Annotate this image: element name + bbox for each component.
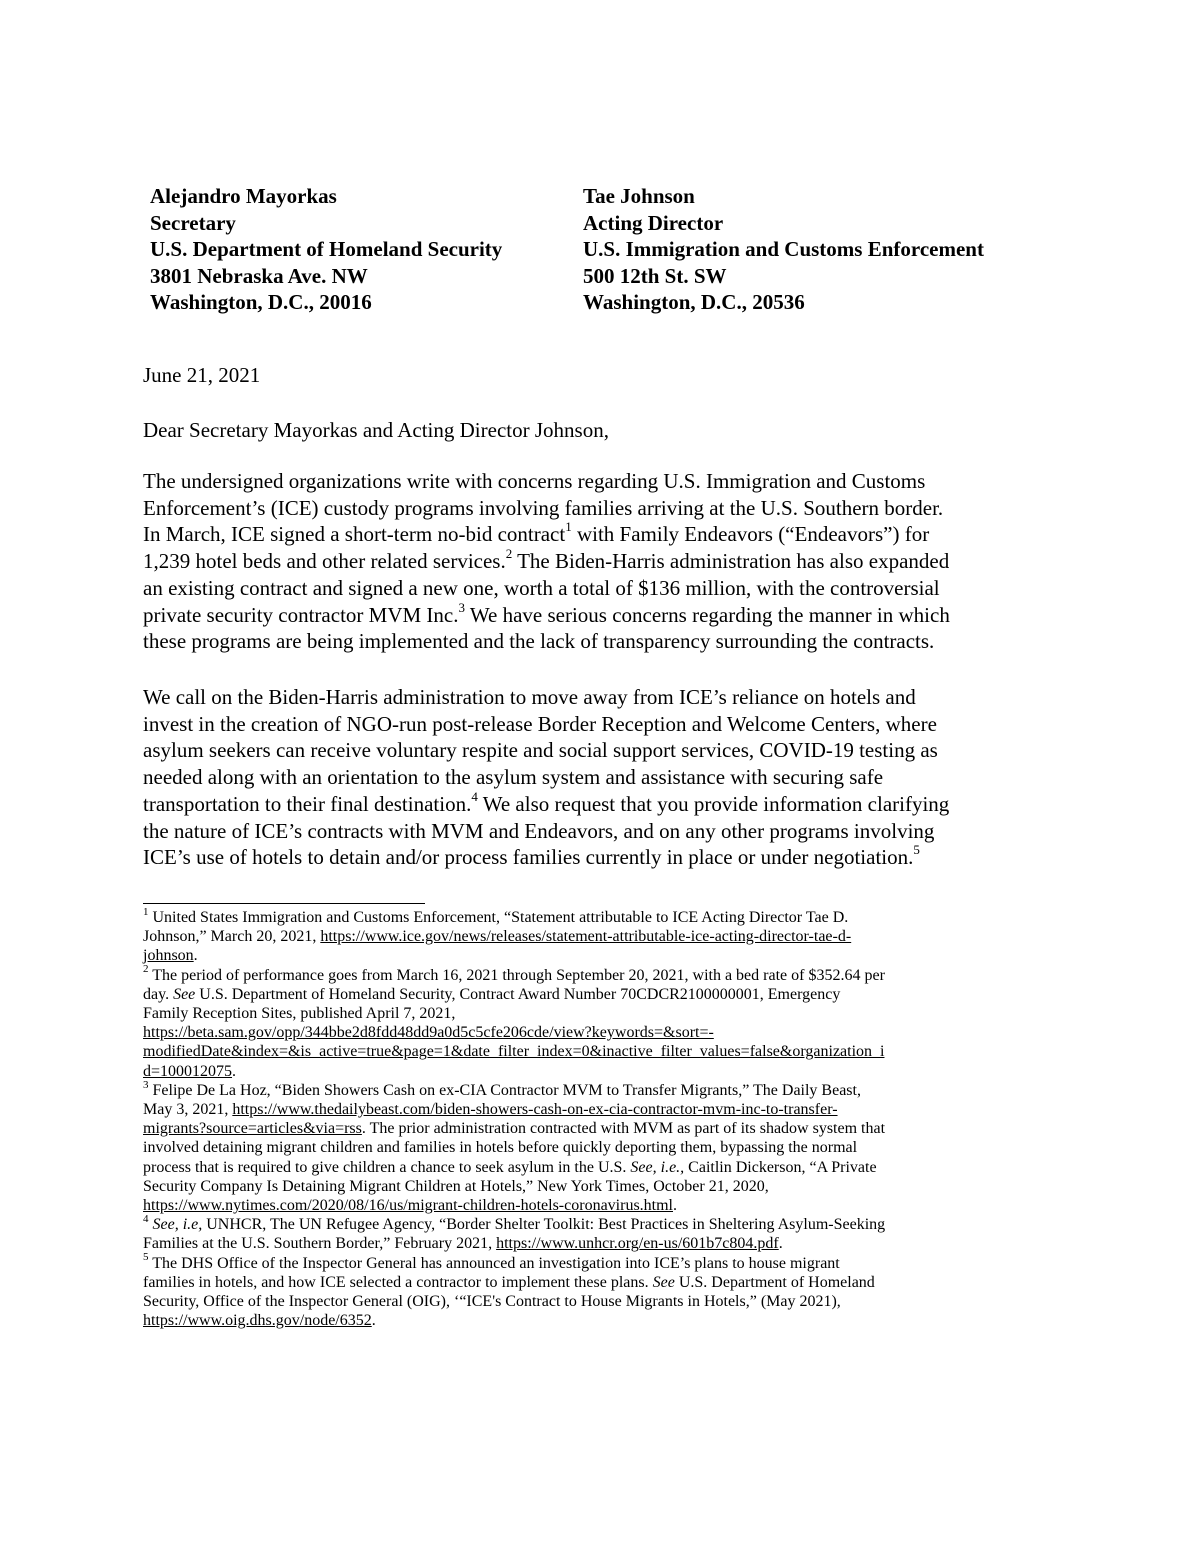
footnote-link[interactable]: migrants?source=articles&via=rss [143, 1120, 362, 1138]
footnote-line [143, 1177, 1063, 1196]
text-span: private security contractor MVM Inc. [143, 602, 459, 627]
footnote-line [143, 1138, 1063, 1157]
recipient-name: Alejandro Mayorkas [150, 184, 337, 208]
text-span: Security Company Is Detaining Migrant Children at Hotels,” New York Times, October 21, 2020, [143, 1177, 769, 1195]
text-span: In March, ICE signed a short-term no-bid contract [143, 522, 566, 547]
text-line [143, 628, 1063, 655]
text-span: an existing contract and signed a new one, worth a total of $136 million, with the controversial [143, 575, 940, 600]
text-span: needed along with an orientation to the asylum system and assistance with securing safe [143, 765, 884, 790]
footnote-line [143, 946, 1063, 965]
text-line [143, 684, 1063, 711]
footnote-link[interactable]: johnson [143, 947, 194, 965]
footnote-line [143, 1196, 1063, 1215]
footnote-link[interactable]: https://beta.sam.gov/opp/344bbe2d8fdd48dd9a0d5c5cfe206cde/view?keywords=&sort=- [143, 1024, 714, 1042]
text-span: We also request that you provide information clarifying [477, 791, 950, 816]
recipient-city: Washington, D.C., 20016 [150, 290, 372, 314]
text-span: . The prior administration contracted with MVM as part of its shadow system that [361, 1120, 886, 1138]
text-line [143, 818, 1063, 845]
text-span: invest in the creation of NGO-run post-release Border Reception and Welcome Centers, where [143, 711, 937, 736]
text-span: Caitlin Dickerson, “A Private [684, 1158, 877, 1176]
text-span: We have serious concerns regarding the manner in which [464, 602, 950, 627]
text-span: involved detaining migrant children and families in hotels before quickly deporting them, bypassing the normal [143, 1139, 858, 1157]
text-line [143, 548, 1063, 575]
footnote-ref[interactable]: 4 [471, 788, 478, 804]
footnote-ref[interactable]: 1 [565, 519, 572, 535]
text-span: with Family Endeavors (“Endeavors”) for [571, 522, 930, 547]
text-span: families in hotels, and how ICE selected a contractor to implement these plans. [143, 1273, 653, 1291]
footnote-line [143, 1234, 1063, 1253]
text-span: . [193, 947, 198, 965]
citation-signal: See, i.e, [152, 1216, 203, 1234]
recipient-address-dhs [150, 183, 502, 316]
footnote-line [143, 1273, 1063, 1292]
text-span: . [778, 1235, 783, 1253]
footnote-ref[interactable]: 5 [913, 842, 920, 858]
footnote-number: 2 [143, 963, 149, 976]
footnote-separator [143, 903, 425, 904]
footnote-link[interactable]: https://www.nytimes.com/2020/08/16/us/migrant-children-hotels-coronavirus.html [143, 1197, 673, 1215]
recipient-title: Secretary [150, 210, 236, 235]
footnote-line [143, 1158, 1063, 1177]
text-span: the nature of ICE’s contracts with MVM and Endeavors, and on any other programs involving [143, 818, 935, 843]
text-span: U.S. Department of Homeland [674, 1273, 875, 1291]
footnote-line [143, 927, 1063, 946]
footnote-line [143, 1311, 1063, 1330]
text-span: U.S. Department of Homeland Security, Contract Award Number 70CDCR2100000001, Emergency [195, 985, 841, 1003]
recipient-org: U.S. Department of Homeland Security [150, 237, 503, 261]
text-line [143, 711, 1063, 738]
text-line [143, 844, 1063, 871]
text-span: We call on the Biden-Harris administration to move away from ICE’s reliance on hotels and [143, 685, 916, 709]
text-span: Felipe De La Hoz, “Biden Showers Cash on ex-CIA Contractor MVM to Transfer Migrants,” The Daily Beast, [148, 1081, 861, 1099]
footnote-link[interactable]: https://www.unhcr.org/en-us/601b7c804.pdf [496, 1235, 779, 1253]
text-span: process that is required to give children a chance to seek asylum in the U.S. [143, 1158, 631, 1176]
text-line [143, 495, 1063, 522]
text-span: Family Reception Sites, published April 7, 2021, [143, 1005, 456, 1023]
footnote-number: 3 [143, 1078, 149, 1091]
recipient-street: 3801 Nebraska Ave. NW [150, 263, 368, 288]
footnote-ref[interactable]: 2 [505, 546, 513, 562]
recipient-city: Washington, D.C., 20536 [583, 290, 805, 314]
text-line [143, 468, 1063, 495]
footnote-line [143, 963, 1063, 985]
footnote-line [143, 1100, 1063, 1119]
citation-signal: See [652, 1273, 675, 1291]
text-span: transportation to their final destination. [143, 791, 472, 816]
text-line [143, 599, 1063, 629]
text-span: The undersigned organizations write with concerns regarding U.S. Immigration and Customs [143, 469, 926, 493]
text-span: The Biden-Harris administration has also expanded [512, 549, 950, 574]
text-span: . [673, 1197, 677, 1215]
footnote-link[interactable]: https://www.ice.gov/news/releases/statement-attributable-ice-acting-director-tae-d- [320, 928, 852, 946]
footnote-link[interactable]: d=100012075 [143, 1062, 233, 1080]
recipient-address-ice [583, 183, 984, 316]
footnote-line [143, 1023, 1063, 1042]
footnote-line [143, 1062, 1063, 1081]
footnote-line [143, 985, 1063, 1004]
footnote-line [143, 1292, 1063, 1311]
text-span: 1,239 hotel beds and other related services. [143, 549, 506, 574]
text-span: Enforcement’s (ICE) custody programs involving families arriving at the U.S. Southern border. [143, 495, 944, 520]
footnote-number: 5 [143, 1251, 149, 1264]
text-line [143, 737, 1063, 764]
citation-signal: See, i.e., [630, 1158, 685, 1176]
footnote-line [143, 905, 1063, 927]
text-line [143, 521, 1063, 548]
footnote-line [143, 1078, 1063, 1100]
letter-date: June 21, 2021 [143, 363, 261, 387]
body-paragraph-1 [143, 468, 1063, 655]
text-line [143, 788, 1063, 818]
text-span: UNHCR, The UN Refugee Agency, “Border Shelter Toolkit: Best Practices in Sheltering Asylum-Seeking [202, 1216, 886, 1234]
recipient-org: U.S. Immigration and Customs Enforcement [583, 237, 984, 261]
text-span: The period of performance goes from March 16, 2021 through September 20, 2021, with a bed rate of $352.64 per [148, 966, 885, 984]
footnote-link[interactable]: modifiedDate&index=&is_active=true&page=1&date_filter_index=0&inactive_filter_values=false&organization_i [143, 1043, 885, 1061]
text-span: Families at the U.S. Southern Border,” February 2021, [143, 1235, 497, 1253]
footnote-link[interactable]: https://www.thedailybeast.com/biden-showers-cash-on-ex-cia-contractor-mvm-inc-to-transfer- [232, 1101, 838, 1119]
body-paragraph-2 [143, 684, 1063, 871]
salutation: Dear Secretary Mayorkas and Acting Director Johnson, [143, 418, 609, 442]
footnote-line [143, 1004, 1063, 1023]
text-span: United States Immigration and Customs Enforcement, “Statement attributable to ICE Acting Director Tae D. [148, 909, 849, 926]
footnote-line [143, 1212, 1063, 1234]
text-span: May 3, 2021, [143, 1101, 233, 1119]
text-span: asylum seekers can receive voluntary respite and social support services, COVID-19 testing as [143, 738, 938, 763]
footnote-ref[interactable]: 3 [458, 599, 465, 615]
footnote-line [143, 1251, 1063, 1273]
recipient-street: 500 12th St. SW [583, 263, 727, 288]
text-span: these programs are being implemented and the lack of transparency surrounding the contracts. [143, 629, 935, 654]
text-line [143, 764, 1063, 791]
footnote-line [143, 1042, 1063, 1061]
footnote-number: 1 [143, 905, 149, 918]
text-span: Security, Office of the Inspector General (OIG), ‘“ICE's Contract to House Migrants in Hotels,” (May 2021), [143, 1293, 841, 1311]
recipient-title: Acting Director [583, 210, 724, 235]
footnote-link[interactable]: https://www.oig.dhs.gov/node/6352 [143, 1312, 372, 1330]
footnote-number: 4 [143, 1212, 149, 1225]
citation-signal: See [173, 985, 196, 1003]
footnotes-section [143, 905, 1063, 1330]
text-span: Johnson,” March 20, 2021, [143, 928, 321, 946]
text-span: ICE’s use of hotels to detain and/or process families currently in place or under negotiation. [143, 845, 914, 870]
text-span: day. [143, 985, 174, 1003]
recipient-name: Tae Johnson [583, 184, 695, 208]
text-line [143, 575, 1063, 602]
text-span: . [371, 1312, 376, 1330]
text-span: . [232, 1062, 237, 1080]
footnote-line [143, 1119, 1063, 1138]
text-span: The DHS Office of the Inspector General has announced an investigation into ICE’s plans to house migrant [148, 1254, 840, 1272]
